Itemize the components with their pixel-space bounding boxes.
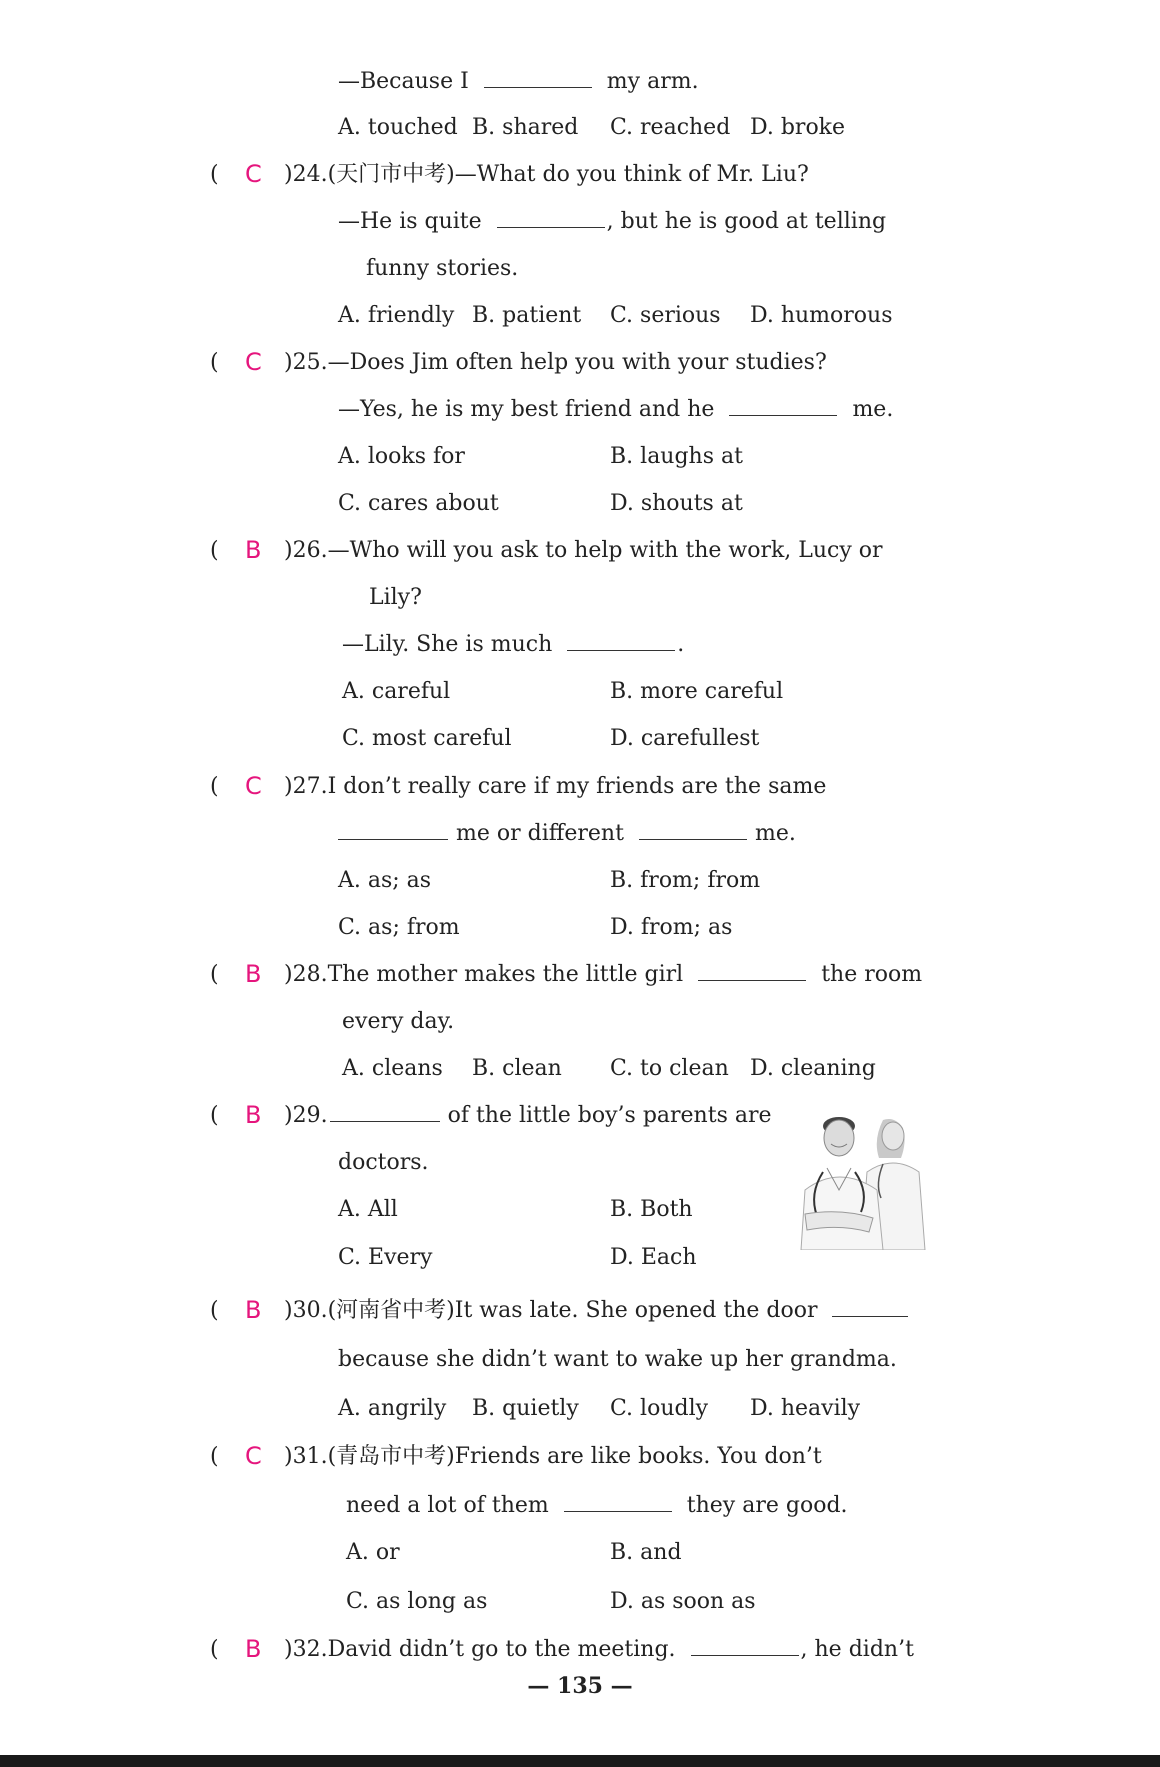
answer-blank[interactable] xyxy=(564,1491,672,1512)
q26-answer: B xyxy=(245,536,262,564)
q28-stem-2: every day. xyxy=(342,1009,455,1034)
q31-option-b[interactable]: B. and xyxy=(610,1540,682,1565)
q24-option-b[interactable]: B. patient xyxy=(472,303,582,328)
q25-answer: C xyxy=(245,348,262,376)
q29-stem-1: )29. of the little boy’s parents are xyxy=(284,1103,772,1128)
q30-option-c[interactable]: C. loudly xyxy=(610,1396,709,1421)
q31-stem-1: )31.(青岛市中考)Friends are like books. You don’t xyxy=(284,1444,822,1469)
q32-paren: ( xyxy=(210,1637,219,1662)
q26-stem-2: Lily? xyxy=(369,585,422,610)
q30-option-d[interactable]: D. heavily xyxy=(750,1396,861,1421)
answer-blank[interactable] xyxy=(698,960,806,981)
page-number: — 135 — xyxy=(527,1673,633,1699)
q29-option-c[interactable]: C. Every xyxy=(338,1245,433,1270)
q30-option-b[interactable]: B. quietly xyxy=(472,1396,579,1421)
q29-stem-2: doctors. xyxy=(338,1150,429,1175)
q31-option-c[interactable]: C. as long as xyxy=(346,1589,488,1614)
answer-blank[interactable] xyxy=(832,1296,908,1317)
q26-option-d[interactable]: D. carefullest xyxy=(610,726,760,751)
q23-option-b[interactable]: B. shared xyxy=(472,115,579,140)
q26-option-a[interactable]: A. careful xyxy=(342,679,451,704)
q24-answer: C xyxy=(245,160,262,188)
q26-stem-1: )26.—Who will you ask to help with the work, Lucy or xyxy=(284,538,883,563)
q28-answer: B xyxy=(245,960,262,988)
q26-paren: ( xyxy=(210,538,219,563)
q30-stem-1: )30.(河南省中考)It was late. She opened the door xyxy=(284,1296,908,1326)
answer-blank[interactable] xyxy=(330,1101,440,1122)
q24-stem-3: funny stories. xyxy=(366,256,519,281)
q28-stem-1: )28.The mother makes the little girl the room xyxy=(284,962,923,987)
q27-paren: ( xyxy=(210,774,219,799)
q26-stem-3: —Lily. She is much . xyxy=(342,632,685,657)
q25-stem-2: —Yes, he is my best friend and he me. xyxy=(338,397,894,422)
q25-paren: ( xyxy=(210,350,219,375)
q27-option-a[interactable]: A. as; as xyxy=(338,868,432,893)
q28-option-a[interactable]: A. cleans xyxy=(342,1056,443,1081)
q31-option-a[interactable]: A. or xyxy=(346,1540,400,1565)
q27-option-b[interactable]: B. from; from xyxy=(610,868,761,893)
q30-option-a[interactable]: A. angrily xyxy=(338,1396,447,1421)
q28-option-c[interactable]: C. to clean xyxy=(610,1056,729,1081)
q26-option-c[interactable]: C. most careful xyxy=(342,726,512,751)
q25-option-c[interactable]: C. cares about xyxy=(338,491,499,516)
q23-option-c[interactable]: C. reached xyxy=(610,115,731,140)
q24-option-a[interactable]: A. friendly xyxy=(338,303,455,328)
q27-answer: C xyxy=(245,772,262,800)
q23-option-a[interactable]: A. touched xyxy=(338,115,458,140)
q23-option-d[interactable]: D. broke xyxy=(750,115,846,140)
q28-paren: ( xyxy=(210,962,219,987)
q24-stem-2: —He is quite , but he is good at telling xyxy=(338,209,887,234)
q30-paren: ( xyxy=(210,1298,219,1323)
answer-blank[interactable] xyxy=(484,67,592,88)
q28-option-b[interactable]: B. clean xyxy=(472,1056,562,1081)
q30-stem-2: because she didn’t want to wake up her grandma. xyxy=(338,1347,897,1372)
q29-paren: ( xyxy=(210,1103,219,1128)
q27-stem-2: me or different me. xyxy=(338,819,796,849)
answer-blank[interactable] xyxy=(729,395,837,416)
q26-option-b[interactable]: B. more careful xyxy=(610,679,784,704)
answer-blank[interactable] xyxy=(567,630,675,651)
q31-answer: C xyxy=(245,1442,262,1470)
q27-option-c[interactable]: C. as; from xyxy=(338,915,460,940)
answer-blank[interactable] xyxy=(691,1635,799,1656)
q23-stem: —Because I my arm. xyxy=(338,69,699,94)
q24-option-d[interactable]: D. humorous xyxy=(750,303,893,328)
q31-paren: ( xyxy=(210,1444,219,1469)
q27-option-d[interactable]: D. from; as xyxy=(610,915,733,940)
q31-stem-2: need a lot of them they are good. xyxy=(346,1493,848,1518)
q29-option-b[interactable]: B. Both xyxy=(610,1197,693,1222)
q25-option-d[interactable]: D. shouts at xyxy=(610,491,743,516)
q28-option-d[interactable]: D. cleaning xyxy=(750,1056,876,1081)
answer-blank[interactable] xyxy=(338,819,448,840)
q24-stem-1: )24.(天门市中考)—What do you think of Mr. Liu? xyxy=(284,162,809,187)
q29-answer: B xyxy=(245,1101,262,1129)
q27-stem-1: )27.I don’t really care if my friends are the same xyxy=(284,774,827,799)
q29-option-a[interactable]: A. All xyxy=(338,1197,398,1222)
q25-option-a[interactable]: A. looks for xyxy=(338,444,465,469)
q24-option-c[interactable]: C. serious xyxy=(610,303,721,328)
q31-option-d[interactable]: D. as soon as xyxy=(610,1589,756,1614)
answer-blank[interactable] xyxy=(639,819,747,840)
q25-stem-1: )25.—Does Jim often help you with your studies? xyxy=(284,350,827,375)
answer-blank[interactable] xyxy=(497,207,605,228)
q32-stem-1: )32.David didn’t go to the meeting. , he didn’t xyxy=(284,1637,914,1662)
q32-answer: B xyxy=(245,1635,262,1663)
q24-paren: ( xyxy=(210,162,219,187)
footer-bar xyxy=(0,1755,1160,1767)
q25-option-b[interactable]: B. laughs at xyxy=(610,444,743,469)
q29-option-d[interactable]: D. Each xyxy=(610,1245,697,1270)
doctors-photo xyxy=(797,1102,927,1250)
q30-answer: B xyxy=(245,1296,262,1324)
